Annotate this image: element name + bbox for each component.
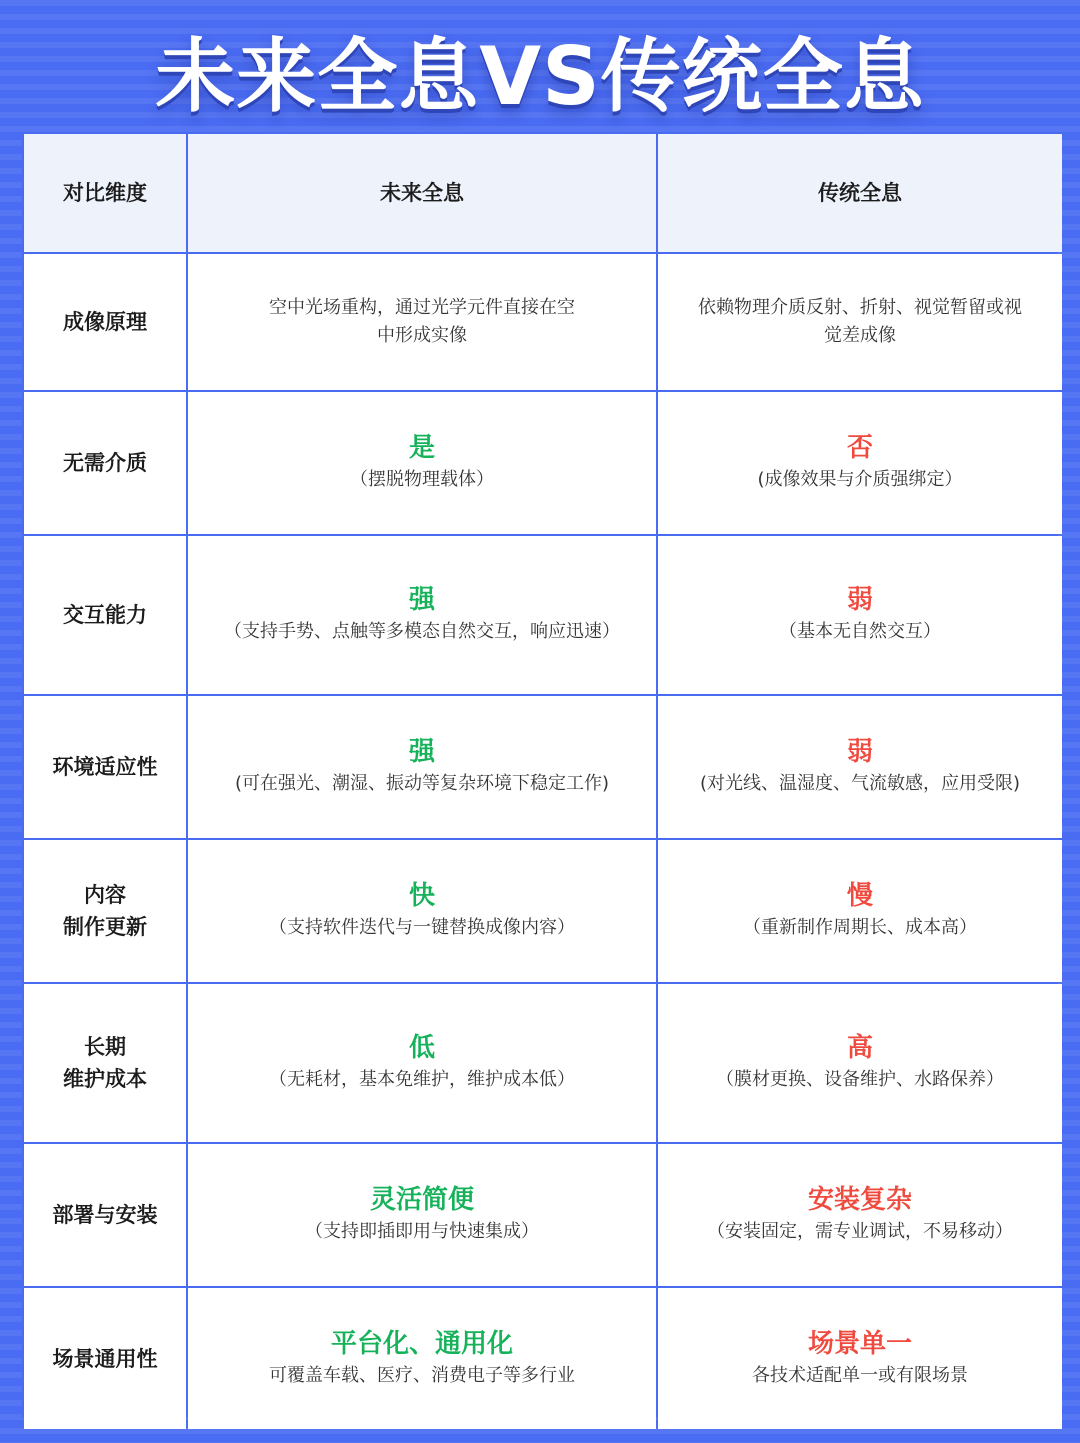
verdict-label: 强 [408, 585, 435, 615]
dimension-label: 长期 [84, 1035, 126, 1059]
traditional-cell [658, 984, 1062, 1142]
header-traditional-label: 传统全息 [818, 181, 902, 205]
verdict-detail: （无耗材，基本免维护，维护成本低） [269, 1069, 575, 1090]
verdict-detail: （摆脱物理载体） [350, 469, 494, 490]
traditional-cell [658, 696, 1062, 838]
header-future-label: 未来全息 [380, 181, 464, 205]
future-cell [188, 536, 656, 694]
dimension-label: 交互能力 [63, 603, 147, 627]
future-cell [188, 392, 656, 534]
verdict-label: 否 [846, 433, 873, 463]
verdict-detail: （膜材更换、设备维护、水路保养） [716, 1069, 1004, 1090]
verdict-detail: （重新制作周期长、成本高） [743, 917, 977, 938]
description-line: 中形成实像 [377, 325, 467, 346]
dimension-label: 无需介质 [63, 451, 147, 475]
dimension-cell [24, 696, 186, 838]
verdict-label: 快 [408, 881, 435, 911]
dimension-label: 维护成本 [63, 1067, 147, 1091]
dimension-cell [24, 1288, 186, 1429]
verdict-label: 弱 [846, 737, 873, 767]
dimension-cell [24, 1144, 186, 1286]
verdict-label: 场景单一 [807, 1328, 912, 1359]
verdict-label: 灵活简便 [369, 1185, 474, 1215]
description-line: 依赖物理介质反射、折射、视觉暂留或视 [698, 297, 1022, 318]
dimension-label: 制作更新 [63, 915, 147, 939]
future-cell [188, 1288, 656, 1429]
header-traditional-cell [658, 134, 1062, 252]
verdict-detail: (可在强光、潮湿、振动等复杂环境下稳定工作) [234, 773, 610, 794]
verdict-detail: (对光线、温湿度、气流敏感，应用受限) [699, 773, 1021, 794]
verdict-detail: （支持即插即用与快速集成） [305, 1221, 539, 1242]
header-dimension-cell [24, 134, 186, 252]
verdict-detail: （基本无自然交互） [779, 621, 941, 642]
future-cell [188, 840, 656, 982]
verdict-detail: （支持软件迭代与一键替换成像内容） [269, 917, 575, 938]
traditional-cell [658, 254, 1062, 390]
traditional-cell [658, 840, 1062, 982]
future-cell [188, 984, 656, 1142]
traditional-cell [658, 392, 1062, 534]
dimension-cell [24, 536, 186, 694]
dimension-label: 场景通用性 [52, 1346, 158, 1371]
verdict-label: 高 [846, 1033, 873, 1063]
header-future-cell [188, 134, 656, 252]
dimension-cell [24, 254, 186, 390]
dimension-cell [24, 984, 186, 1142]
verdict-label: 强 [408, 737, 435, 767]
verdict-label: 是 [408, 433, 435, 463]
dimension-label: 成像原理 [63, 310, 147, 334]
header-dimension-label: 对比维度 [63, 181, 147, 205]
future-cell [188, 254, 656, 390]
verdict-label: 平台化、通用化 [330, 1328, 513, 1359]
description-line: 觉差成像 [824, 325, 896, 346]
dimension-label: 环境适应性 [52, 755, 158, 779]
traditional-cell [658, 1288, 1062, 1429]
page-title: 未来全息VS传统全息 [155, 30, 925, 123]
verdict-detail: 可覆盖车载、医疗、消费电子等多行业 [269, 1364, 575, 1386]
verdict-label: 安装复杂 [807, 1185, 912, 1215]
dimension-cell [24, 392, 186, 534]
future-cell [188, 1144, 656, 1286]
dimension-label: 部署与安装 [52, 1203, 158, 1227]
comparison-table [22, 132, 1058, 1417]
traditional-cell [658, 536, 1062, 694]
dimension-label: 内容 [84, 883, 126, 907]
verdict-detail: 各技术适配单一或有限场景 [752, 1364, 968, 1386]
verdict-detail: （支持手势、点触等多模态自然交互，响应迅速） [224, 621, 620, 642]
verdict-detail: (成像效果与介质强绑定） [757, 469, 963, 490]
dimension-cell [24, 840, 186, 982]
verdict-label: 慢 [846, 881, 873, 911]
verdict-label: 低 [408, 1033, 435, 1063]
verdict-label: 弱 [846, 585, 873, 615]
future-cell [188, 696, 656, 838]
verdict-detail: （安装固定，需专业调试，不易移动） [707, 1221, 1013, 1242]
description-line: 空中光场重构，通过光学元件直接在空 [269, 297, 575, 318]
traditional-cell [658, 1144, 1062, 1286]
